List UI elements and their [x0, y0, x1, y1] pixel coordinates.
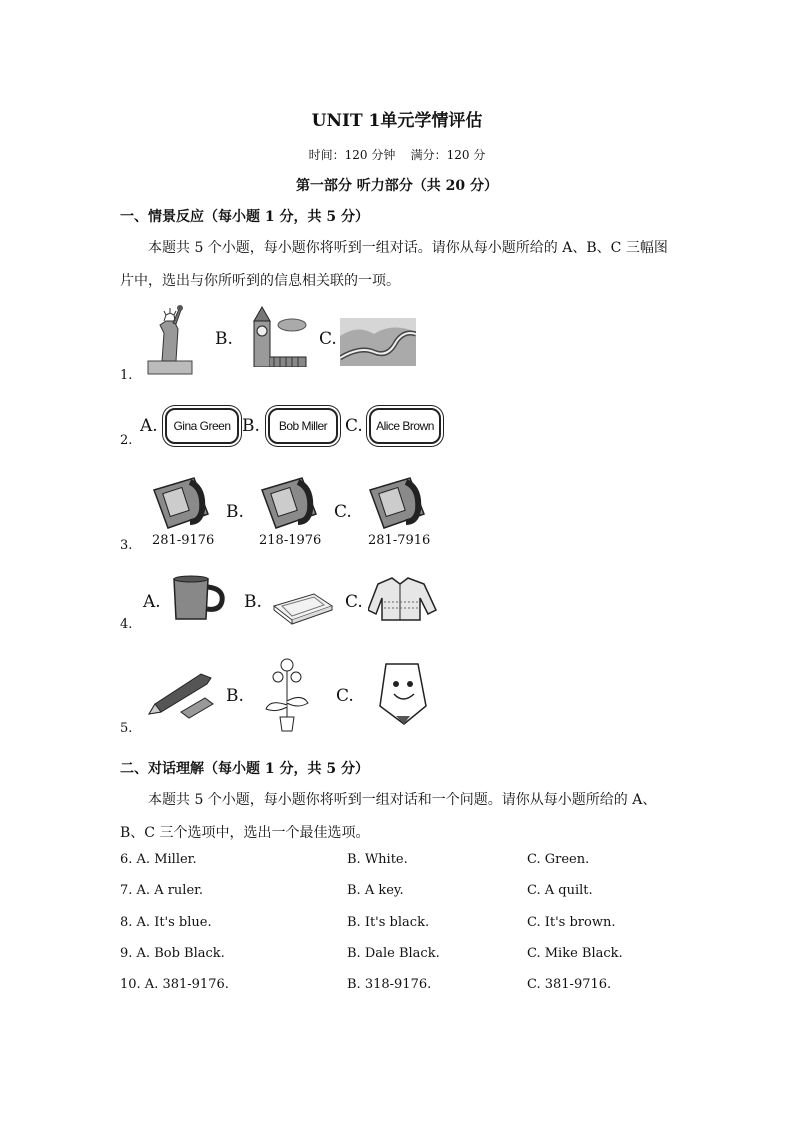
page-title: UNIT 1单元学情评估: [311, 111, 483, 131]
q7-option-a: 7. A. A ruler.: [120, 883, 204, 898]
section2-heading: 二、对话理解（每小题 1 分，共 5 分）: [120, 761, 369, 777]
pens-image: [145, 668, 217, 720]
q8-option-b: B. It's black.: [347, 915, 430, 930]
pencil-character-image: [376, 660, 430, 726]
q4-number: 4.: [120, 617, 133, 632]
q6-option-a: 6. A. Miller.: [120, 852, 197, 867]
q6-option-c: C. Green.: [527, 852, 590, 867]
section1-heading: 一、情景反应（每小题 1 分，共 5 分）: [120, 209, 369, 225]
q6-option-b: B. White.: [347, 852, 408, 867]
statue-of-liberty-image: [146, 303, 194, 375]
q4-option-a-label: A.: [143, 592, 161, 612]
q1-option-b-label: B.: [215, 329, 233, 349]
q8-option-c: C. It's brown.: [527, 915, 616, 930]
pencil-box-image: [270, 592, 336, 626]
telephone-image-c: [366, 474, 426, 530]
q1-option-c-label: C.: [319, 329, 337, 349]
phone-number-c: 281-7916: [368, 533, 431, 548]
q9-option-c: C. Mike Black.: [527, 946, 623, 961]
jacket-image: [368, 576, 438, 622]
part-heading: 第一部分 听力部分（共 20 分）: [295, 178, 499, 194]
q2-number: 2.: [120, 433, 133, 448]
q5-number: 5.: [120, 721, 133, 736]
name-sign-a: Gina Green: [165, 408, 239, 444]
big-ben-image: [248, 305, 308, 367]
section1-instruction: 本题共 5 个小题，每小题你将听到一组对话。请你从每小题所给的 A、B、C 三幅图片中，选出与你所听到的信息相关联的一项。: [120, 240, 668, 289]
q1-number: 1.: [120, 368, 133, 383]
great-wall-image: [340, 318, 416, 366]
q4-option-c-label: C.: [345, 592, 363, 612]
q9-option-a: 9. A. Bob Black.: [120, 946, 225, 961]
q2-option-c-label: C.: [345, 416, 363, 436]
q3-option-c-label: C.: [334, 502, 352, 522]
name-sign-b: Bob Miller: [268, 408, 338, 444]
exam-meta: 时间：120 分钟 满分：120 分: [308, 148, 486, 162]
q5-option-c-label: C.: [336, 686, 354, 706]
q4-option-b-label: B.: [244, 592, 262, 612]
phone-number-a: 281-9176: [152, 533, 215, 548]
q10-option-c: C. 381-9716.: [527, 977, 612, 992]
q3-number: 3.: [120, 538, 133, 553]
flower-pot-image: [262, 655, 312, 733]
q3-option-b-label: B.: [226, 502, 244, 522]
q2-option-b-label: B.: [242, 416, 260, 436]
section2-instruction: 本题共 5 个小题，每小题你将听到一组对话和一个问题。请你从每小题所给的 A、B、C 三个选项中，选出一个最佳选项。: [120, 792, 657, 841]
q7-option-b: B. A key.: [347, 883, 404, 898]
q10-option-a: 10. A. 381-9176.: [120, 977, 229, 992]
name-sign-c: Alice Brown: [369, 408, 441, 444]
telephone-image-a: [150, 474, 210, 530]
q9-option-b: B. Dale Black.: [347, 946, 440, 961]
q7-option-c: C. A quilt.: [527, 883, 593, 898]
mug-image: [170, 575, 230, 623]
telephone-image-b: [258, 474, 318, 530]
q5-option-b-label: B.: [226, 686, 244, 706]
q8-option-a: 8. A. It's blue.: [120, 915, 212, 930]
q2-option-a-label: A.: [140, 416, 158, 436]
q10-option-b: B. 318-9176.: [347, 977, 432, 992]
phone-number-b: 218-1976: [259, 533, 322, 548]
